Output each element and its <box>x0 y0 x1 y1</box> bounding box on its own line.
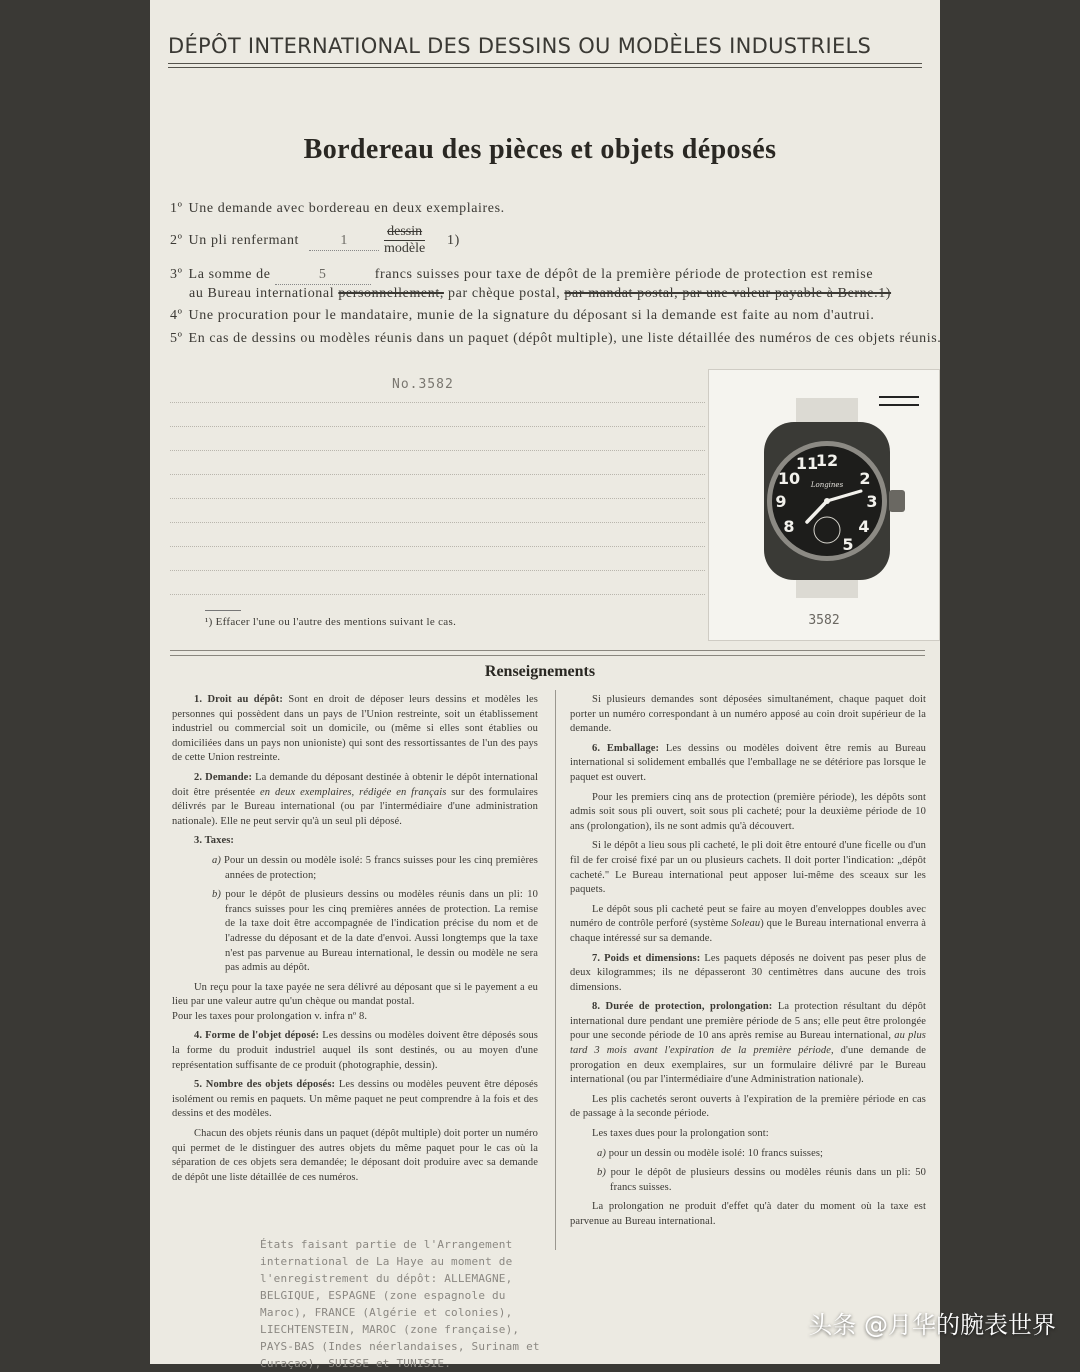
paragraph-8 <box>570 1000 926 1088</box>
paragraph-3b <box>172 888 538 976</box>
center-pin <box>824 498 830 504</box>
footnote: ¹) Effacer l'une ou l'autre des mentions suivant le cas. <box>205 616 457 628</box>
section-rule-2 <box>170 655 925 656</box>
struck-text-2: par mandat postal, par une valeur payable à Berne.1) <box>564 286 892 301</box>
paragraph-text: Les dessins ou modèles doivent être remis au Bureau international si solidement emballés que l'emballage ne se détériore pas lorsque le paquet est ouvert. <box>570 742 926 783</box>
numeral-11: 11 <box>795 454 819 473</box>
paragraph-0 <box>570 693 926 737</box>
item-text-c: au Bureau international <box>189 286 335 301</box>
paragraph-text: Les taxes dues pour la prolongation sont: <box>592 1128 769 1140</box>
paragraph-3c <box>172 981 538 1025</box>
member-states-stamp: États faisant partie de l'Arrangement international de La Haye au moment de l'enregistrement du dépôt: ALLEMAGNE, BELGIQUE, ESPAGNE (zone espagnole du Maroc), FRANCE (Algérie et colonies), LIECHTENSTEIN, MAROC (zone française), PAYS-BAS (Indes néerlandaises, Surinam et Curaçao), SUISSE et TUNISIE. <box>260 1238 540 1370</box>
paragraph-text: Les plis cachetés seront ouverts à l'expiration de la première période en cas de passage à la seconde période. <box>570 1093 926 1120</box>
paragraph-text: Chacun des objets réunis dans un paquet (dépôt multiple) doit porter un numéro qui permet de le distinguer des autres objets du même paquet pour le cas où la séparation de ces objets sera demandée; le déposant doit produire avec sa demande de dépôt une liste détaillée de ces numéros. <box>172 1128 538 1183</box>
numeral-4: 4 <box>858 517 870 536</box>
header-rule-2 <box>168 67 922 68</box>
paragraph-text: Pour les premiers cinq ans de protection (première période), les dépôts sont admis soit sous pli ouvert, soit sous pli cacheté; pour la deuxième période de 10 ans (prolongation), ils ne sont admis qu'à découvert. <box>570 791 926 832</box>
handwritten-amount: 5 <box>275 266 371 285</box>
paragraph-text: pour le dépôt de plusieurs dessins ou modèles réunis dans un pli: 50 francs suisses. <box>610 1167 926 1193</box>
paragraph-text: Sont en droit de déposer leurs dessins et modèles les personnes qui possèdent dans un pays de l'Union restreinte, soit un établissement industriel ou commercial soit un domicile, ou (même si elles sont établies ou domiciliées dans un pays non unioniste) qui sont des ressortissantes de l'un des pays de cette Union restreinte. <box>172 694 538 764</box>
item-4 <box>170 307 925 325</box>
paragraph-text-b: sur des formulaires délivrés par le Bureau international (ou par l'intermédiaire d'une administration nationale). Elle ne peut servir qu'à un seul pli déposé. <box>172 786 538 827</box>
paragraph-text: La demande du déposant destinée à obtenir le dépôt international doit être présentée <box>172 771 538 798</box>
item-2 <box>170 232 925 251</box>
numeral-3: 3 <box>866 492 878 511</box>
handwritten-count: 1 <box>309 232 379 251</box>
item-text: La somme de <box>188 267 271 282</box>
paragraph-text: Si plusieurs demandes sont déposées simultanément, chaque paquet doit porter un numéro correspondant à un numéro apposé au coin droit supérieur de la demande. <box>570 694 926 735</box>
paragraph-8g <box>570 1200 926 1229</box>
paragraph-8f <box>570 1166 926 1195</box>
paragraph-8e <box>570 1147 926 1162</box>
sub-label: b) <box>212 889 221 901</box>
item-text: Une demande avec bordereau en deux exemplaires. <box>188 201 505 216</box>
blank-line <box>170 402 705 403</box>
pen-mark <box>879 396 919 406</box>
paragraph-text: Les dessins ou modèles peuvent être déposés isolément ou remis en paquets. Un même paquet ne peut comprendre à la fois et des dessins et des modèles. <box>172 1079 538 1120</box>
item-text-b: francs suisses pour taxe de dépôt de la première période de protection est remise <box>374 267 874 282</box>
paragraph-4 <box>172 1029 538 1073</box>
dial-brand: Longines <box>810 481 844 489</box>
struck-dessin: dessin <box>384 224 425 241</box>
paragraph-7 <box>570 952 926 996</box>
paragraph-heading: 4. Forme de l'objet déposé: <box>194 1030 320 1042</box>
paragraph-text-b: d'une demande de prorogation en deux exemplaires, sur un formulaire délivré par le Bureau international (ou par l'intermédiaire d'une Administration nationale). <box>570 1045 926 1086</box>
photo-number: 3582 <box>808 613 840 628</box>
paragraph-text-b: ) que le Bureau international enverra à chaque intéressé sur sa demande. <box>570 918 927 944</box>
paragraph-heading: 1. Droit au dépôt: <box>194 694 283 705</box>
item-number: 3º <box>170 267 183 282</box>
paragraph-8c <box>570 1093 926 1122</box>
numeral-8: 8 <box>783 517 795 536</box>
paragraph-heading: 8. Durée de protection, prolongation: <box>592 1001 773 1013</box>
blank-line <box>170 498 705 499</box>
numeral-12: 12 <box>815 451 839 470</box>
paragraph-emphasis: en deux exemplaires, rédigée en français <box>260 786 447 798</box>
paragraph-heading: 5. Nombre des objets déposés: <box>194 1079 336 1091</box>
numeral-10: 10 <box>777 469 801 488</box>
paragraph-heading: 7. Poids et dimensions: <box>592 952 701 964</box>
paragraph-text: La prolongation ne produit d'effet qu'à dater du moment où la taxe est parvenue au Bureau international. <box>570 1201 926 1227</box>
watermark: 头条 @月华的腕表世界 <box>808 1311 1056 1339</box>
paragraph-text: Pour un dessin ou modèle isolé: 5 francs suisses pour les cinq premières années de protection; <box>224 854 538 881</box>
blank-line <box>170 474 705 475</box>
numeral-2: 2 <box>859 469 871 488</box>
paragraph-text: Le dépôt sous pli cacheté peut se faire au moyen d'enveloppes doubles avec numéro de contrôle perforé (système <box>570 903 926 930</box>
deposit-number-stamp: No.3582 <box>392 377 454 392</box>
blank-line <box>170 594 705 595</box>
paragraph-text: Si le dépôt a lieu sous pli cacheté, le pli doit être entouré d'une ficelle ou d'un fil de fer croisé fixé par un ou plusieurs cachets. Il doit porter l'indication: „dépôt cacheté." Le Bureau international peut apposer lui-même des sceaux sur les paquets. <box>570 840 926 896</box>
item-text: En cas de dessins ou modèles réunis dans un paquet (dépôt multiple), une liste détaillée des numéros de ces objets réunis. <box>188 331 942 346</box>
right-column <box>570 693 926 1235</box>
item-text-d: par chèque postal, <box>448 286 561 301</box>
paragraph-heading: 6. Emballage: <box>592 742 660 754</box>
paragraph-text-d: Pour les taxes pour prolongation v. infra nº 8. <box>172 1010 368 1022</box>
item-number: 1º <box>170 201 183 216</box>
header-rule <box>168 63 922 64</box>
item-3 <box>170 266 925 285</box>
watch-crown <box>889 490 905 512</box>
item-number: 4º <box>170 308 183 323</box>
item-text: Une procuration pour le mandataire, munie de la signature du déposant si la demande est faite au nom d'autrui. <box>188 308 875 323</box>
paragraph-heading: 2. Demande: <box>194 771 253 783</box>
modele-label: modèle <box>384 241 426 256</box>
struck-text: personnellement, <box>338 286 444 301</box>
paragraph-6c <box>570 839 926 897</box>
item-number: 5º <box>170 331 183 346</box>
item-5 <box>170 330 944 348</box>
sub-label: a) <box>212 854 221 866</box>
document-title: Bordereau des pièces et objets déposés <box>303 134 777 165</box>
item-text: Un pli renfermant <box>188 233 300 248</box>
paragraph-8d <box>570 1127 926 1142</box>
paragraph-text: La protection résultant du dépôt international dure pendant une première période de 5 ans; elle peut être prolongée pour une seconde période de 10 ans après remise au Bureau international, <box>570 1001 926 1042</box>
paragraph-2 <box>172 771 538 829</box>
paragraph-6 <box>570 742 926 786</box>
paragraph-emphasis: au plus tard 3 mois avant l'expiration de la première période, <box>570 1030 926 1057</box>
blank-line <box>170 426 705 427</box>
watch-photograph <box>708 369 940 641</box>
numeral-9: 9 <box>775 492 787 511</box>
paragraph-text: pour le dépôt de plusieurs dessins ou modèles réunis dans un pli: 10 francs suisses pour les cinq premières années de protection. La remise de la taxe doit être accompagnée de l'indication précise du nom et de l'adresse du déposant et de la date d'envoi. Aussi longtemps que la taxe n'est pas parvenue au Bureau international, le dessin ou modèle ne sera pas admis au dépôt. <box>225 889 538 974</box>
paragraph-3a <box>172 854 538 883</box>
paragraph-6d <box>570 903 926 947</box>
paragraph-3 <box>172 834 538 849</box>
item-number: 2º <box>170 233 183 248</box>
sub-label: a) <box>597 1147 606 1159</box>
sub-label: b) <box>597 1167 606 1179</box>
section-title: Renseignements <box>484 663 596 680</box>
paragraph-text: Les dessins ou modèles doivent être déposés sous la forme du produit industriel auquel ils sont destinés, ou au moyen d'une représentation suffisante de ce produit (photographie, dessin). <box>172 1030 538 1071</box>
section-rule <box>170 650 925 651</box>
watch-image <box>709 370 939 610</box>
footnote-rule <box>205 610 241 611</box>
paragraph-6b <box>570 791 926 835</box>
item-3-line2 <box>189 285 929 303</box>
footnote-ref: 1) <box>447 233 460 248</box>
left-column <box>172 693 538 1190</box>
dessin-modele-choice <box>384 224 425 257</box>
paragraph-emphasis: Soleau <box>731 918 761 930</box>
paragraph-text: Les paquets déposés ne doivent pas peser plus de deux kilogrammes; ils ne dépasseront 30 centimètres dans aucune des trois dimensions. <box>570 952 926 993</box>
blank-line <box>170 570 705 571</box>
column-divider <box>555 690 556 1250</box>
paragraph-text: pour un dessin ou modèle isolé: 10 francs suisses; <box>608 1147 824 1159</box>
paragraph-heading: 3. Taxes: <box>194 835 234 847</box>
blank-line <box>170 522 705 523</box>
document-header: DÉPÔT INTERNATIONAL DES DESSINS OU MODÈLES INDUSTRIELS <box>168 34 872 58</box>
numeral-5: 5 <box>842 535 854 554</box>
item-1 <box>170 200 925 218</box>
blank-line <box>170 546 705 547</box>
paragraph-5b <box>172 1127 538 1185</box>
paragraph-5 <box>172 1078 538 1122</box>
paragraph-text: Un reçu pour la taxe payée ne sera délivré au déposant que si le payement a eu lieu par une valeur autre qu'un chèque ou mandat postal. <box>172 981 538 1008</box>
blank-line <box>170 450 705 451</box>
paragraph-1 <box>172 693 538 766</box>
